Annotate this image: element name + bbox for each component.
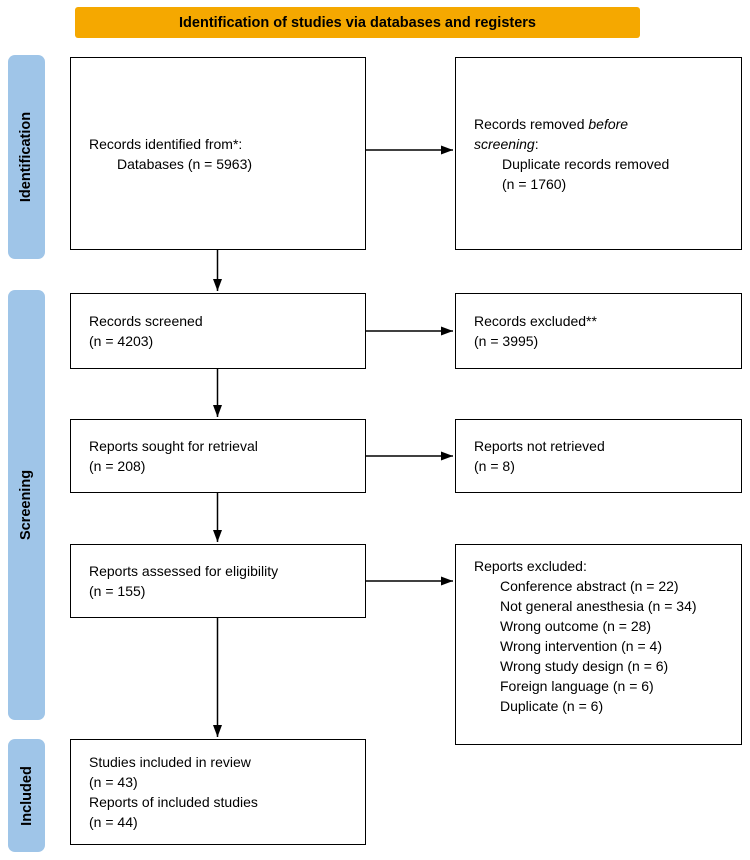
studies-included-line3: Reports of included studies <box>89 794 258 810</box>
box-reports-excluded <box>455 544 742 745</box>
box-records-removed <box>455 57 742 250</box>
records-identified-title: Records identified from*: <box>89 135 243 152</box>
records-removed-detail2: (n = 1760) <box>502 175 567 192</box>
box-reports-assessed <box>70 544 366 618</box>
records-identified-detail: Databases (n = 5963) <box>117 155 253 172</box>
box-records-identified <box>70 57 366 250</box>
reports-excluded-item: Foreign language (n = 6) <box>500 678 654 694</box>
records-excluded-line1: Records excluded** <box>474 313 597 329</box>
box-reports-sought <box>70 419 366 493</box>
stage-identification-label: Identification <box>18 111 35 203</box>
box-records-screened <box>70 293 366 369</box>
box-studies-included <box>70 739 366 845</box>
records-removed-title-line1 <box>474 114 731 134</box>
records-removed-italic1: before <box>588 115 629 132</box>
records-removed-italic2: screening <box>474 135 535 152</box>
reports-assessed-line2: (n = 155) <box>89 583 146 599</box>
box-records-excluded <box>455 293 742 369</box>
reports-not-retrieved-line1: Reports not retrieved <box>474 438 605 454</box>
stage-identification <box>8 55 45 259</box>
banner-label: Identification of studies via databases and registers <box>179 14 536 31</box>
box-reports-not-retrieved <box>455 419 742 493</box>
stage-included <box>8 739 45 852</box>
banner <box>75 7 640 38</box>
reports-excluded-item: Not general anesthesia (n = 34) <box>500 598 697 614</box>
reports-excluded-item: Duplicate (n = 6) <box>500 698 604 714</box>
studies-included-line4: (n = 44) <box>89 814 138 830</box>
reports-sought-line2: (n = 208) <box>89 458 146 474</box>
reports-not-retrieved-line2: (n = 8) <box>474 458 515 474</box>
records-removed-title-line2 <box>474 134 731 154</box>
studies-included-line1: Studies included in review <box>89 754 251 770</box>
records-screened-line2: (n = 4203) <box>89 333 154 349</box>
stage-screening <box>8 290 45 720</box>
records-removed-detail1: Duplicate records removed <box>502 155 670 172</box>
records-removed-tail: : <box>534 135 539 152</box>
reports-excluded-item: Wrong outcome (n = 28) <box>500 618 652 634</box>
reports-excluded-item: Conference abstract (n = 22) <box>500 578 679 594</box>
stage-included-label: Included <box>18 765 35 826</box>
reports-excluded-list <box>500 576 705 716</box>
stage-screening-label: Screening <box>18 469 35 541</box>
records-removed-lead: Records removed <box>474 115 589 132</box>
records-excluded-line2: (n = 3995) <box>474 333 539 349</box>
reports-excluded-item: Wrong intervention (n = 4) <box>500 638 662 654</box>
reports-excluded-item: Wrong study design (n = 6) <box>500 658 669 674</box>
records-screened-line1: Records screened <box>89 313 203 329</box>
reports-sought-line1: Reports sought for retrieval <box>89 438 258 454</box>
reports-excluded-title: Reports excluded: <box>474 558 587 574</box>
studies-included-line2: (n = 43) <box>89 774 138 790</box>
reports-assessed-line1: Reports assessed for eligibility <box>89 563 279 579</box>
